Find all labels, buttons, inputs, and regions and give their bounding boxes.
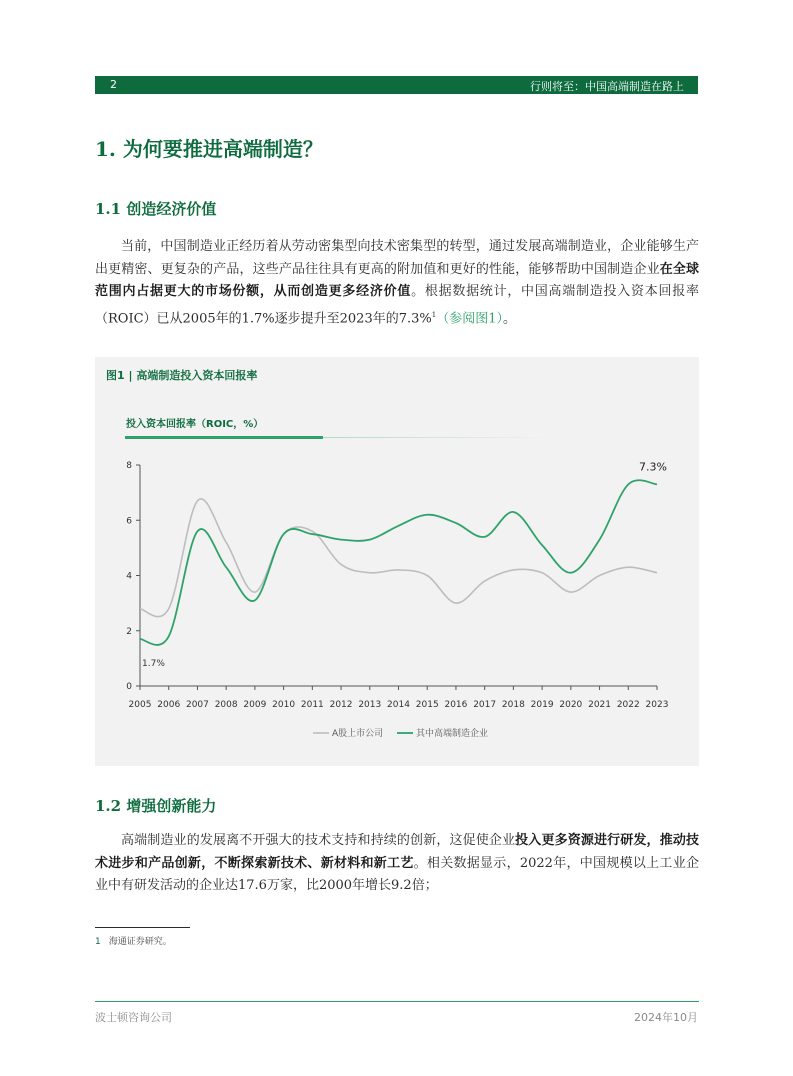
page-number: 2 — [110, 78, 117, 91]
footnote — [95, 934, 172, 947]
header-title: 行则将至：中国高端制造在路上 — [530, 80, 684, 93]
x-tick-label: 2013 — [358, 700, 382, 710]
footer-publisher: 波士顿咨询公司 — [95, 1011, 172, 1024]
x-tick-label: 2011 — [300, 700, 324, 710]
legend-label-high-end: 其中高端制造企业 — [416, 729, 489, 739]
y-tick-label: 0 — [126, 682, 132, 692]
y-tick-label: 6 — [126, 516, 132, 527]
subsection-title-value: 1.1 创造经济价值 — [95, 200, 217, 218]
x-tick-label: 2021 — [588, 700, 612, 710]
footer-date: 2024年10月 — [634, 1011, 698, 1024]
y-tick-label: 8 — [126, 461, 132, 471]
y-tick-label: 4 — [126, 571, 132, 582]
section-title: 1. 为何要推进高端制造？ — [95, 137, 323, 161]
paragraph-text-cont: 。根据数据统计，中国高端制造投入资本回报率（ROIC）已从2005年的1.7%逐步提升至2023年的7.3% — [95, 284, 699, 326]
x-tick-label: 2008 — [214, 700, 238, 710]
x-tick-label: 2022 — [616, 700, 640, 710]
paragraph-text: 当前，中国制造业正经历着从劳动密集型向技术密集型的转型，通过发展高端制造业，企业能够生产出更精密、更复杂的产品，这些产品往往具有更高的附加值和更好的性能，能够帮助中国制造企业 — [95, 239, 699, 277]
paragraph-bold-text: 在全球范围内占据更大的市场份额，从而创造更多经济价值 — [95, 261, 699, 299]
page-header-bar — [95, 76, 698, 94]
figure-label: 图1 | 高端制造投入资本回报率 — [106, 369, 258, 382]
figure-reference-link[interactable]: （参阅图1） — [436, 310, 503, 326]
x-tick-label: 2010 — [272, 700, 296, 710]
series-line-a-share — [140, 499, 657, 617]
x-tick-label: 2015 — [415, 700, 439, 710]
data-label-start: 1.7% — [142, 659, 165, 670]
paragraph-economic-value — [95, 236, 699, 330]
chart-title: 投入资本回报率（ROIC，%） — [126, 419, 264, 430]
x-tick-label: 2009 — [243, 700, 267, 710]
x-tick-label: 2020 — [559, 700, 583, 710]
footnote-number: 1 — [95, 937, 101, 947]
x-tick-label: 2019 — [530, 700, 554, 710]
x-tick-label: 2005 — [128, 700, 152, 710]
paragraph-innovation — [95, 830, 699, 898]
data-label-end: 7.3% — [639, 460, 667, 474]
paragraph-tail: 。 — [503, 310, 517, 326]
figure-1 — [95, 357, 699, 766]
footnote-marker[interactable]: 1 — [431, 310, 437, 319]
x-tick-label: 2007 — [185, 700, 209, 710]
series-line-high-end — [140, 480, 657, 645]
x-tick-label: 2017 — [473, 700, 497, 710]
x-tick-label: 2006 — [157, 700, 181, 710]
x-tick-label: 2023 — [645, 700, 669, 710]
subsection-title-innovation: 1.2 增强创新能力 — [95, 797, 217, 815]
roic-line-chart — [95, 357, 699, 766]
y-tick-label: 2 — [126, 626, 132, 637]
x-tick-label: 2016 — [444, 700, 468, 710]
paragraph-text: 高端制造业的发展离不开强大的技术支持和持续的创新，这促使企业 — [121, 833, 516, 848]
paragraph-bold-text: 投入更多资源进行研发，推动技术进步和产品创新，不断探索新技术、新材料和新工艺 — [95, 833, 699, 871]
x-tick-label: 2018 — [501, 700, 525, 710]
x-tick-label: 2014 — [387, 700, 410, 710]
footnote-divider — [95, 927, 190, 928]
x-tick-label: 2012 — [329, 700, 353, 710]
paragraph-text-cont: 。相关数据显示，2022年，中国规模以上工业企业中有研发活动的企业达17.6万家，比2000年增长9.2倍； — [95, 855, 699, 893]
footer-divider — [95, 1001, 699, 1002]
legend-label-a-share: A股上市公司 — [332, 729, 384, 739]
footnote-text: 海通证券研究。 — [108, 937, 172, 947]
